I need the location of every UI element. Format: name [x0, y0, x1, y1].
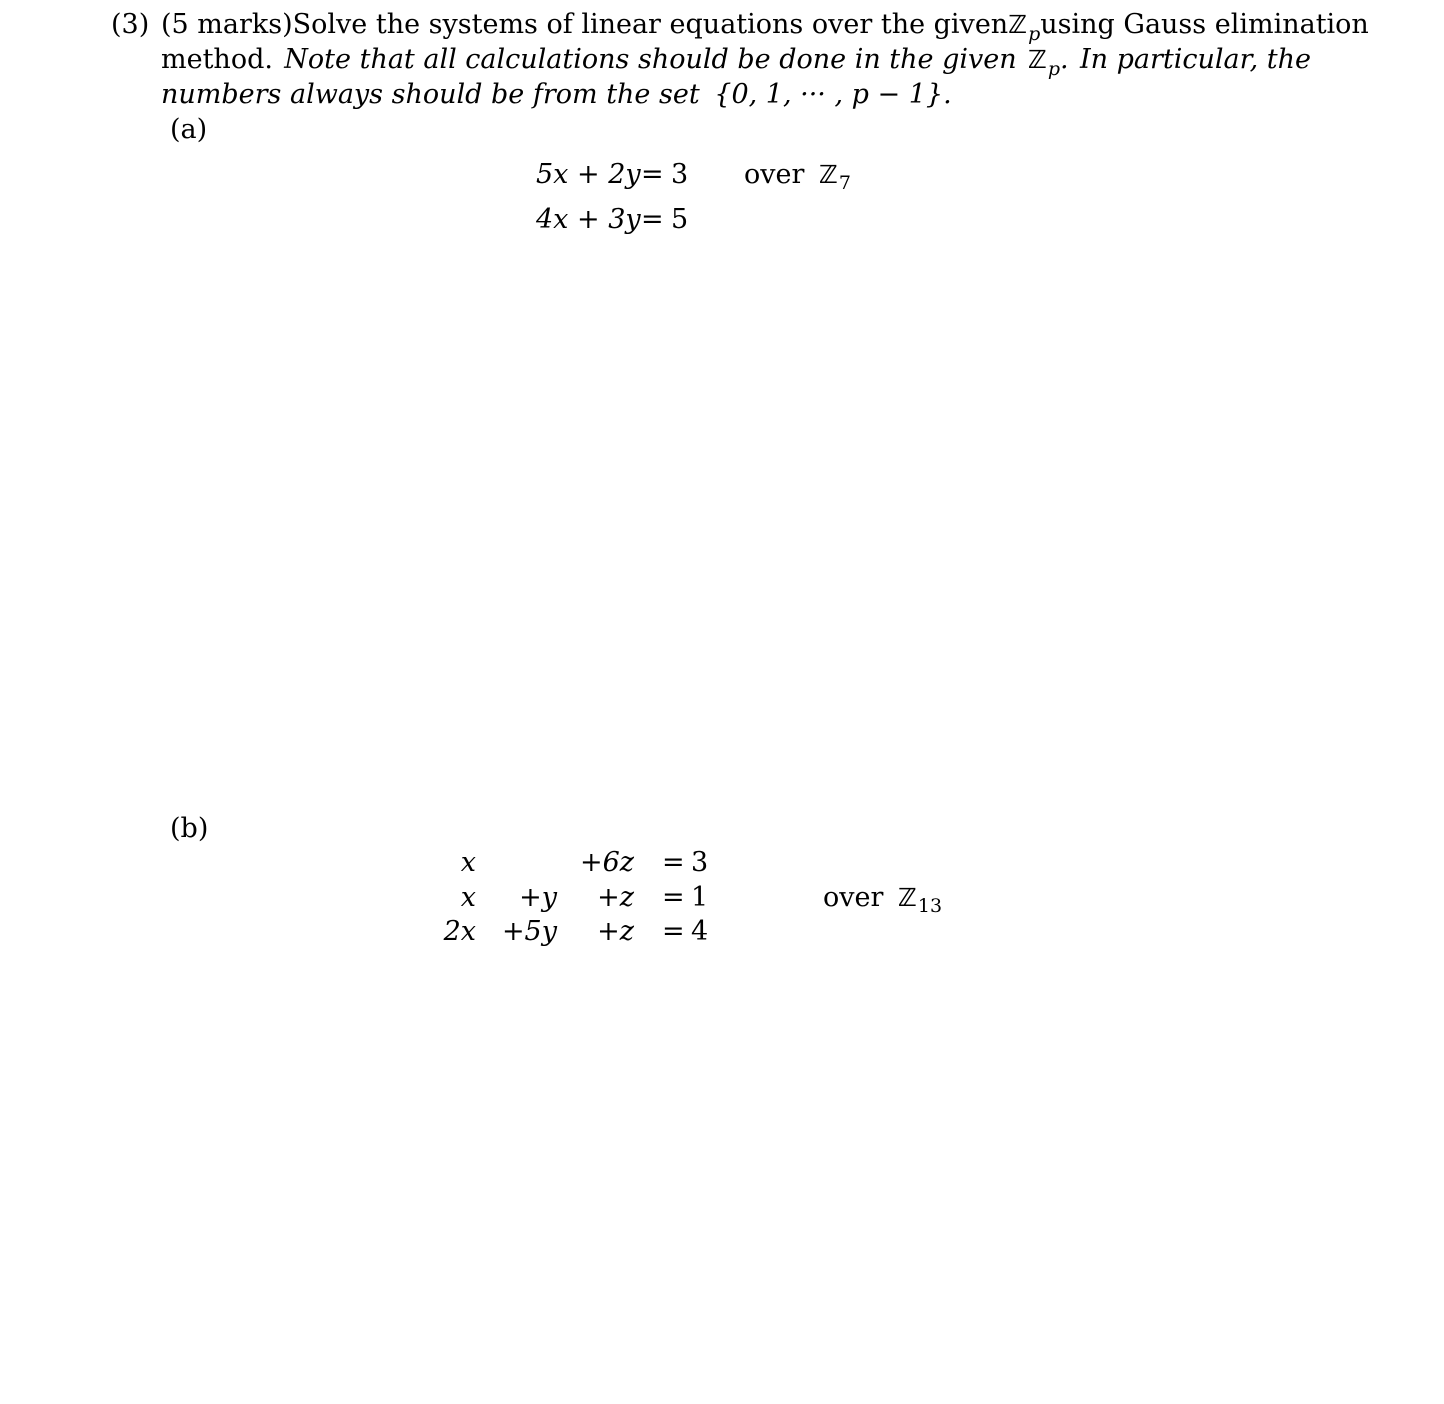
field-symbol: ℤ [1008, 10, 1028, 39]
part-a-over: over [744, 159, 805, 190]
part-b-row3-x: 2x [443, 916, 476, 947]
field-subscript: p [1028, 23, 1041, 45]
part-a-field-symbol: ℤ [819, 160, 838, 189]
part-a-eq1-lhs: 5x + 2y [536, 159, 641, 190]
part-a-modulus: 7 [838, 172, 851, 194]
part-b-row1-z: +6z [579, 847, 634, 878]
field-symbol-2: ℤ [1028, 45, 1047, 74]
method-word: method. [161, 44, 273, 75]
part-b-label: (b) [170, 813, 209, 844]
part-b-row1-rel: = [662, 847, 685, 878]
part-b-row2-y: +y [519, 882, 557, 913]
problem-line-3 [161, 78, 952, 112]
note-text: Note that all calculations should be done in the given [284, 44, 1017, 75]
part-b-row3-y: +5y [501, 916, 557, 947]
part-b-over: over [823, 882, 884, 913]
set-expression: {0, 1, ··· , p − 1} [714, 79, 944, 110]
part-a-eq1-rhs: 3 [671, 159, 689, 190]
part-b-row2-rhs: 1 [691, 882, 709, 913]
part-b-field-symbol: ℤ [898, 883, 917, 912]
set-intro-text: numbers always should be from the set [161, 79, 700, 110]
part-b-row2-x: x [460, 882, 476, 913]
part-b-field [823, 881, 942, 923]
part-a-eq1-rel: = [641, 159, 664, 190]
note-tail: In particular, the [1079, 44, 1311, 75]
part-a-field [744, 158, 851, 200]
part-b-row3-rhs: 4 [691, 916, 709, 947]
part-a-eq2-lhs: 4x + 3y [536, 204, 641, 235]
part-a-eq2-rhs: 5 [671, 204, 689, 235]
set-period: . [943, 79, 952, 110]
part-b-row2-rel: = [662, 882, 685, 913]
field-zp-2 [1028, 43, 1069, 86]
part-b-row3-z: +z [597, 916, 634, 947]
field-subscript-2: p [1047, 58, 1061, 80]
marks-label: (5 marks) [161, 9, 293, 40]
instruction-text: Solve the systems of linear equations over the given [292, 9, 1009, 40]
instruction-tail: using Gauss elimination [1040, 9, 1369, 40]
part-b-row2-z: +z [597, 882, 634, 913]
part-b-row1-rhs: 3 [691, 847, 709, 878]
part-a-label: (a) [170, 114, 208, 145]
part-a-eq2-rel: = [641, 204, 664, 235]
part-b-modulus: 13 [917, 895, 943, 917]
part-b-row1-x: x [460, 847, 476, 878]
note-period: . [1060, 44, 1069, 75]
part-b-row3-rel: = [662, 916, 685, 947]
problem-number: (3) [111, 9, 150, 40]
